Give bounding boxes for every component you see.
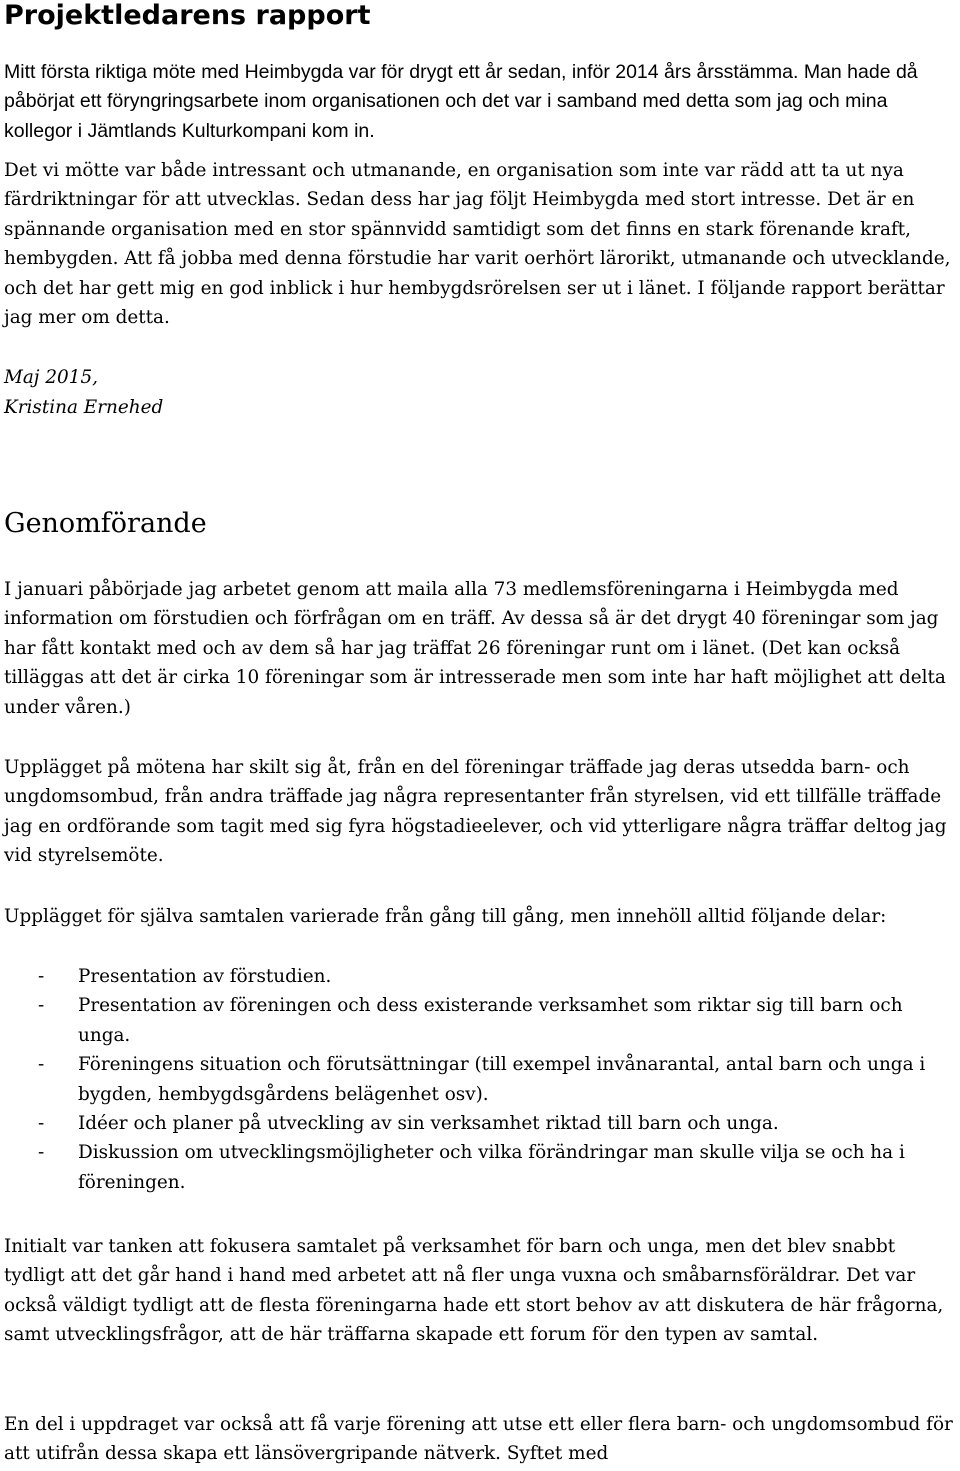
- dash-bullet: -: [38, 966, 45, 987]
- list-item: [4, 1138, 958, 1197]
- topic-list: [4, 962, 958, 1197]
- list-item-text: Idéer och planer på utveckling av sin verksamhet riktad till barn och unga.: [78, 1113, 779, 1135]
- list-item-text: Diskussion om utvecklingsmöjligheter och vilka förändringar man skulle vilja se och ha i föreningen.: [78, 1142, 905, 1193]
- signature-date: Maj 2015,: [4, 367, 98, 388]
- intro-paragraph-2: Det vi mötte var både intressant och utmanande, en organisation som inte var rädd att ta ut nya färdriktningar för att utvecklas. Sedan dess har jag följt Heimbygda med stort intresse. Det är en spännande organisation med en stor spännvidd samtidigt som det finns en stark förenande kraft, hembygden. Att få jobba med denna förstudie har varit oerhört lärorikt, utmanande och utvecklande, och det har gett mig en god inblick i hur hembygdsrörelsen ser ut i länet. I följande rapport berättar jag mer om detta.: [4, 160, 951, 329]
- list-item: [4, 1109, 958, 1138]
- list-item-text: Presentation av förstudien.: [78, 966, 332, 987]
- list-item-text: Presentation av föreningen och dess existerande verksamhet som riktar sig till barn och unga.: [78, 995, 903, 1046]
- dash-bullet: -: [38, 1054, 45, 1076]
- list-item-text: Föreningens situation och förutsättningar (till exempel invånarantal, antal barn och unga i bygden, hembygdsgårdens belägenhet osv).: [78, 1054, 926, 1105]
- report-title: Projektledarens rapport: [4, 0, 371, 31]
- signature-name: Kristina Ernehed: [4, 397, 164, 418]
- dash-bullet: -: [38, 1113, 45, 1135]
- section-paragraph-2: Upplägget på mötena har skilt sig åt, från en del föreningar träffade jag deras utsedda barn- och ungdomsombud, från andra träffade jag några representanter från styrelsen, vid ett tillfälle träffade jag en ordförande som tagit med sig fyra högstadieelever, och vid ytterligare några träffar deltog jag vid styrelsemöte.: [4, 757, 947, 867]
- section-paragraph-1: I januari påbörjade jag arbetet genom att maila alla 73 medlemsföreningarna i Heimbygda med information om förstudien och förfrågan om en träff. Av dessa så är det drygt 40 föreningar som jag har fått kontakt med och av dem så har jag träffat 26 föreningar runt om i länet. (Det kan också tilläggas att det är cirka 10 föreningar som är intresserade men som inte har haft möjlighet att delta under våren.): [4, 579, 946, 718]
- section-title: Genomförande: [4, 508, 207, 539]
- section-paragraph-3: Upplägget för själva samtalen varierade från gång till gång, men innehöll alltid följande delar:: [4, 906, 887, 927]
- list-item: [4, 991, 958, 1050]
- dash-bullet: -: [38, 995, 45, 1017]
- dash-bullet: -: [38, 1142, 45, 1164]
- list-item: [4, 962, 958, 991]
- list-item: [4, 1050, 958, 1109]
- section-paragraph-4: Initialt var tanken att fokusera samtalet på verksamhet för barn och unga, men det blev snabbt tydligt att det går hand i hand med arbetet att nå fler unga vuxna och småbarnsföräldrar. Det var också väldigt tydligt att de flesta föreningarna hade ett stort behov av att diskutera de här frågorna, samt utvecklingsfrågor, att de här träffarna skapade ett forum för den typen av samtal.: [4, 1236, 944, 1346]
- section-paragraph-5: En del i uppdraget var också att få varje förening att utse ett eller flera barn- och ungdomsombud för att utifrån dessa skapa ett länsövergripande nätverk. Syftet med: [4, 1414, 953, 1465]
- intro-paragraph-1: Mitt första riktiga möte med Heimbygda var för drygt ett år sedan, inför 2014 års årsstämma. Man hade då påbörjat ett föryngringsarbete inom organisationen och det var i samband med detta som jag och mina kollegor i Jämtlands Kulturkompani kom in.: [4, 61, 918, 142]
